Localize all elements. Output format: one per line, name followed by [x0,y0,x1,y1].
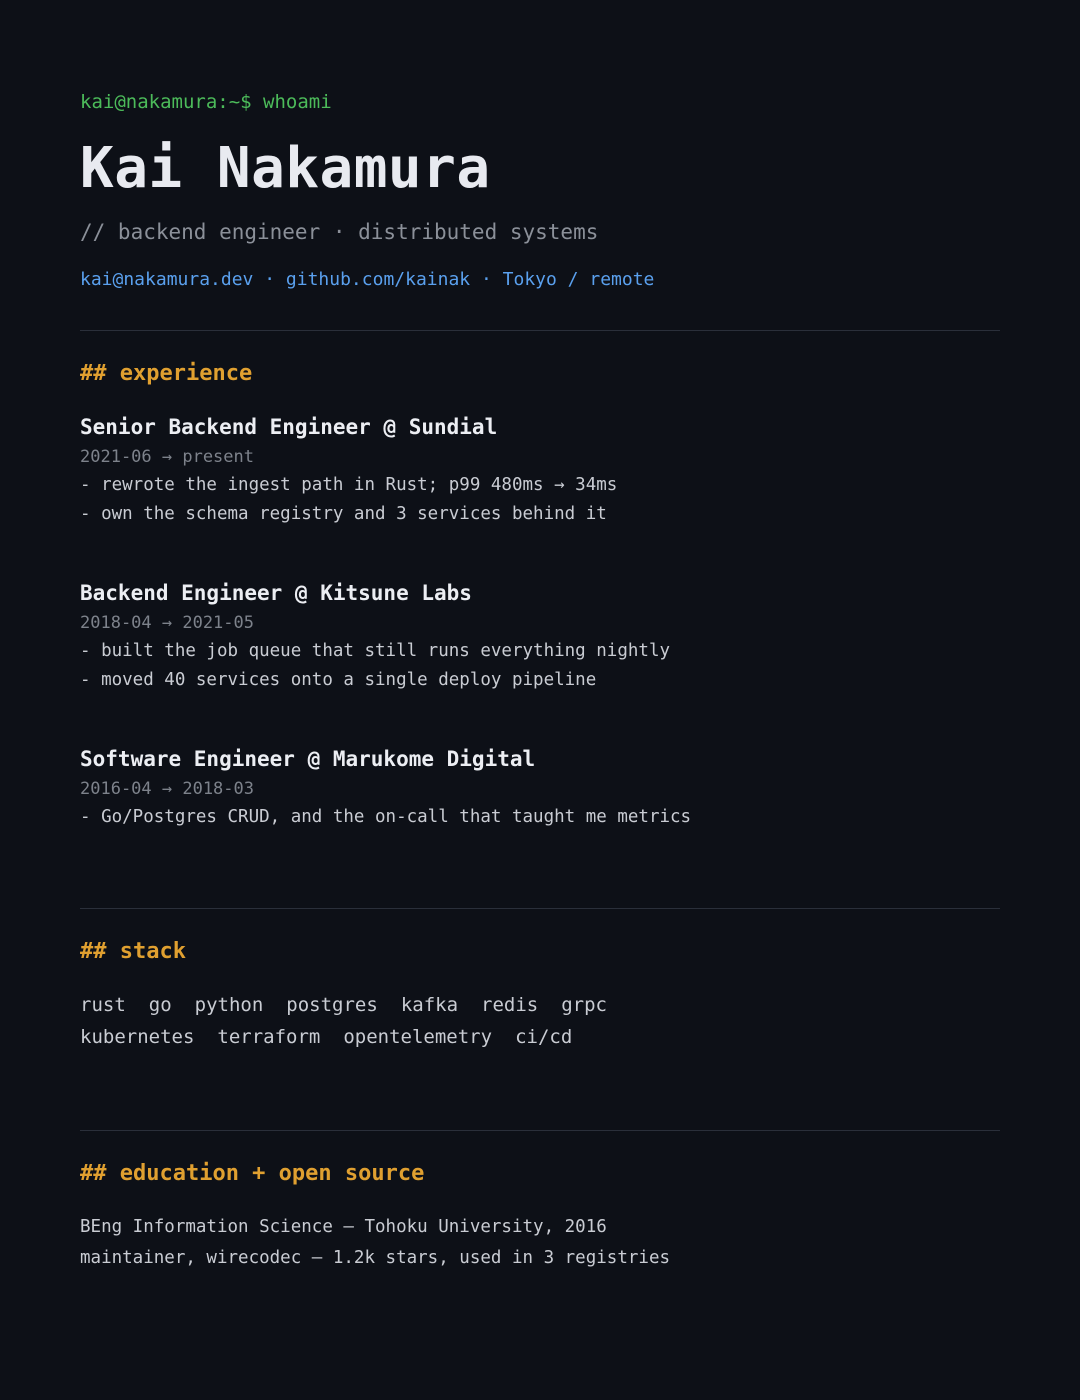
tagline: // backend engineer · distributed systems [80,220,599,244]
contact-separator: · [470,269,503,290]
email-link[interactable]: kai@nakamura.dev [80,269,254,290]
section-title-stack: ## stack [80,939,186,964]
job-bullet: - moved 40 services onto a single deploy pipeline [80,670,597,690]
page-title: Kai Nakamura [80,136,491,201]
stack-row [80,1025,595,1049]
terminal-prompt: kai@nakamura:~$ whoami [80,91,332,113]
stack-item: go [148,994,172,1016]
job-bullet: - rewrote the ingest path in Rust; p99 480ms → 34ms [80,475,618,495]
job-bullet: - own the schema registry and 3 services behind it [80,504,607,524]
job-bullet: - built the job queue that still runs everything nightly [80,641,671,661]
stack-item: grpc [561,994,607,1016]
stack-item: redis [481,994,539,1016]
stack-item: kubernetes [80,1026,195,1048]
stack-row [80,993,630,1017]
stack-item: ci/cd [515,1026,573,1048]
stack-item: opentelemetry [343,1026,493,1048]
contact-separator: · [253,269,286,290]
section-title-experience: ## experience [80,361,253,386]
section-divider [80,1130,1000,1131]
stack-item: postgres [286,994,378,1016]
open-source-line: maintainer, wirecodec — 1.2k stars, used in 3 registries [80,1248,671,1268]
stack-item: rust [80,994,126,1016]
stack-item: python [194,994,264,1016]
education-line: BEng Information Science — Tohoku University, 2016 [80,1217,607,1237]
job-dates: 2016-04 → 2018-03 [80,779,254,799]
job-title: Backend Engineer @ Kitsune Labs [80,581,472,605]
stack-item: terraform [217,1026,321,1048]
location-text: Tokyo / remote [502,269,655,290]
section-divider [80,330,1000,331]
section-title-education: ## education + open source [80,1161,425,1186]
job-bullet: - Go/Postgres CRUD, and the on-call that taught me metrics [80,807,692,827]
job-title: Software Engineer @ Marukome Digital [80,747,536,771]
job-dates: 2018-04 → 2021-05 [80,613,254,633]
job-dates: 2021-06 → present [80,447,254,467]
job-title: Senior Backend Engineer @ Sundial [80,415,498,439]
section-divider [80,908,1000,909]
stack-item: kafka [400,994,459,1016]
github-link[interactable]: github.com/kainak [285,269,471,290]
contact-line [80,268,654,292]
